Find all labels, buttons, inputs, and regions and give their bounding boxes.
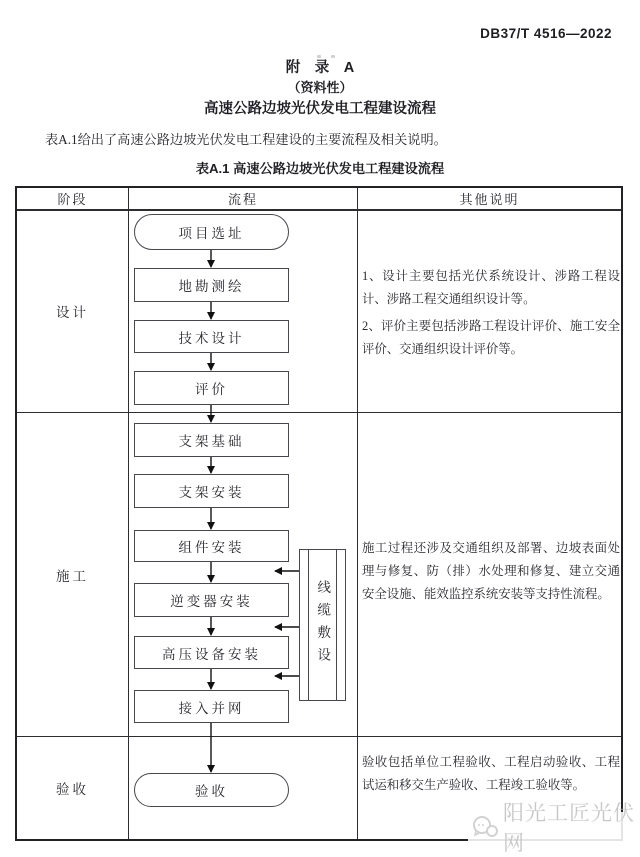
flow-node-site-selection: 项目选址	[134, 214, 289, 250]
flow-node-hv-equipment-install: 高压设备安装	[134, 636, 289, 669]
table-gridline-vertical-1	[128, 188, 129, 839]
stage-label-design: 设计	[56, 305, 89, 320]
column-header-process: 流程	[227, 192, 258, 207]
notes-design	[362, 265, 620, 365]
stage-label-acceptance: 验收	[56, 782, 89, 797]
appendix-title: 附 录 A	[285, 60, 355, 76]
flow-node-module-install: 组件安装	[134, 530, 289, 562]
flow-node-evaluation: 评价	[134, 371, 289, 405]
notes-design-item-1: 1、设计主要包括光伏系统设计、涉路工程设计、涉路工程交通组织设计等。	[362, 269, 620, 306]
appendix-heading: 高速公路边坡光伏发电工程建设流程	[204, 101, 436, 117]
watermark-text: 阳光工匠光伏网	[503, 802, 635, 855]
flow-node-inverter-install: 逆变器安装	[134, 583, 289, 617]
watermark	[468, 802, 640, 855]
chat-bubbles-icon	[471, 815, 499, 839]
flow-node-technical-design: 技术设计	[134, 320, 289, 353]
column-header-stage: 阶段	[57, 192, 88, 207]
table-gridline-vertical-2	[357, 188, 358, 839]
intro-paragraph: 表A.1给出了高速公路边坡光伏发电工程建设的主要流程及相关说明。	[45, 132, 447, 147]
cable-laying-label: 线缆敷设	[315, 580, 331, 670]
notes-design-item-2: 2、评价主要包括涉路工程设计评价、施工安全评价、交通组织设计评价等。	[362, 319, 620, 356]
flow-table	[15, 186, 623, 841]
stage-label-construction: 施工	[56, 568, 89, 584]
column-header-notes: 其他说明	[459, 192, 520, 207]
flow-node-cable-laying	[299, 549, 346, 701]
flow-node-bracket-foundation: 支架基础	[134, 423, 289, 457]
table-caption: 表A.1 高速公路边坡光伏发电工程建设流程	[195, 161, 445, 176]
appendix-informative-label: （资料性）	[287, 80, 353, 95]
notes-construction-item: 施工过程还涉及交通组织及部署、边坡表面处理与修复、防（排）水处理和修复、建立交通安全设施、能效监控系统安装等支持性流程。	[362, 541, 620, 601]
notes-acceptance-item: 验收包括单位工程验收、工程启动验收、工程试运和移交生产验收、工程竣工验收等。	[362, 755, 620, 792]
cable-box-inner-line	[308, 550, 309, 700]
cable-box-inner-line	[336, 550, 337, 700]
flow-node-grid-connection: 接入并网	[134, 690, 289, 723]
standard-number: DB37/T 4516—2022	[480, 26, 612, 41]
flow-node-bracket-install: 支架安装	[134, 474, 289, 508]
notes-acceptance	[362, 751, 620, 801]
flow-node-acceptance: 验收	[134, 773, 289, 807]
notes-construction	[362, 537, 620, 610]
flow-node-geological-survey: 地勘测绘	[134, 268, 289, 302]
